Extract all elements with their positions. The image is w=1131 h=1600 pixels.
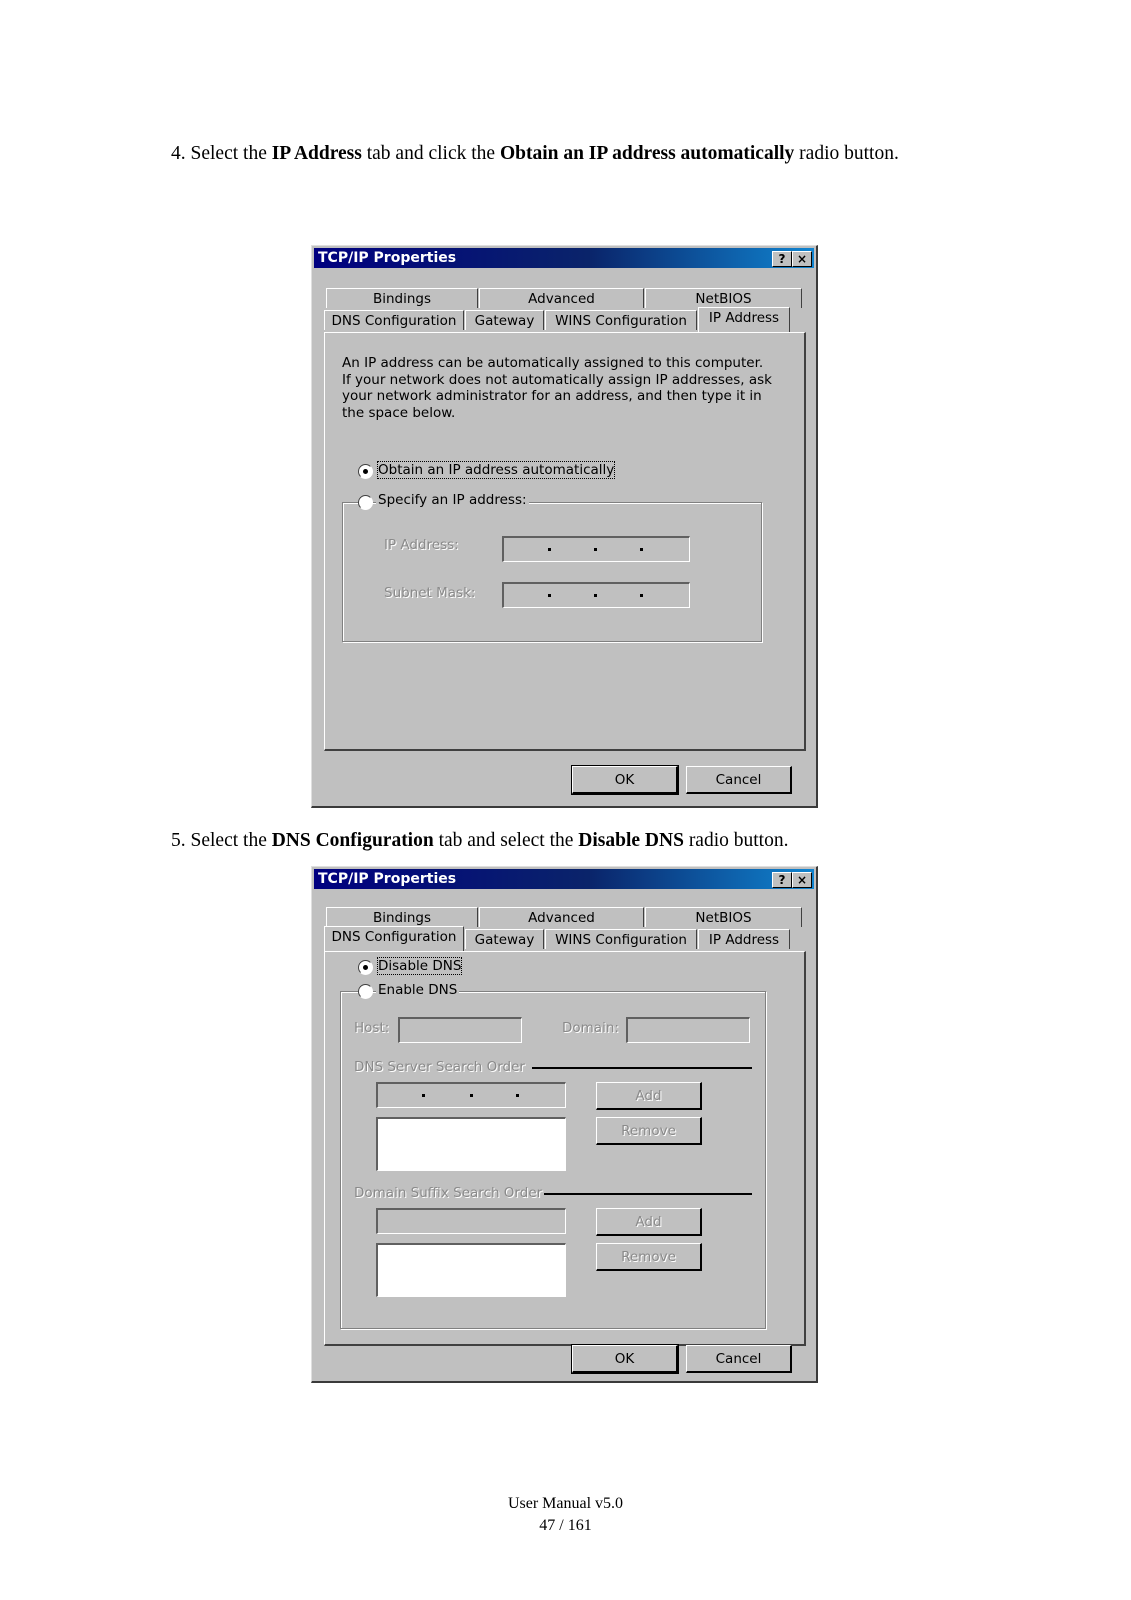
domain-label: Domain: — [562, 1020, 619, 1036]
obtain-ip-auto-radio[interactable] — [358, 464, 373, 479]
specify-ip-group — [342, 502, 762, 642]
help-button[interactable]: ? — [772, 872, 792, 888]
ok-button[interactable]: OK — [572, 766, 678, 794]
enable-dns-label[interactable]: Enable DNS — [378, 982, 458, 998]
tab-advanced[interactable]: Advanced — [479, 907, 644, 927]
step-4-text: 4. Select the IP Address tab and click the Obtain an IP address automatically radio button. — [171, 143, 899, 164]
subnet-mask-label: Subnet Mask: — [384, 585, 476, 601]
domain-suffix-input[interactable] — [376, 1208, 566, 1234]
cancel-button[interactable]: Cancel — [686, 1345, 792, 1373]
tab-row-2 — [324, 310, 804, 332]
title-bar — [314, 248, 814, 268]
domain-input[interactable] — [626, 1017, 750, 1043]
ip-info-text: An IP address can be automatically assigned to this computer. If your network does not automatically assign IP addresses, ask your network administrator for an address, and then type it in the space below. — [342, 355, 772, 421]
add-dns-server-button[interactable]: Add — [596, 1082, 702, 1110]
tab-bindings[interactable]: Bindings — [326, 907, 478, 927]
close-button[interactable]: × — [792, 251, 812, 267]
host-label: Host: — [354, 1020, 390, 1036]
divider — [544, 1193, 752, 1195]
domain-suffix-list[interactable] — [376, 1243, 566, 1297]
tab-row-2 — [324, 929, 804, 951]
tab-bindings[interactable]: Bindings — [326, 288, 478, 308]
enable-dns-radio[interactable] — [358, 984, 373, 999]
tab-wins-configuration[interactable]: WINS Configuration — [545, 310, 697, 330]
subnet-mask-input[interactable] — [502, 582, 690, 608]
tab-advanced[interactable]: Advanced — [479, 288, 644, 308]
dns-server-list[interactable] — [376, 1117, 566, 1171]
remove-domain-suffix-button[interactable]: Remove — [596, 1243, 702, 1271]
dialog-title: TCP/IP Properties — [318, 250, 457, 266]
tab-netbios[interactable]: NetBIOS — [645, 907, 802, 927]
tab-gateway[interactable]: Gateway — [465, 310, 544, 330]
host-input[interactable] — [398, 1017, 522, 1043]
tab-gateway[interactable]: Gateway — [465, 929, 544, 949]
footer-title: User Manual v5.0 — [507, 1495, 624, 1512]
dialog-title: TCP/IP Properties — [318, 871, 457, 887]
ok-button[interactable]: OK — [572, 1345, 678, 1373]
title-bar — [314, 869, 814, 889]
domain-suffix-order-label: Domain Suffix Search Order — [354, 1185, 543, 1201]
dns-server-input[interactable] — [376, 1082, 566, 1108]
tab-dns-configuration[interactable]: DNS Configuration — [324, 310, 464, 330]
disable-dns-radio[interactable] — [358, 960, 373, 975]
disable-dns-label[interactable]: Disable DNS — [378, 958, 462, 974]
page-number: 47 / 161 — [539, 1517, 592, 1534]
tab-netbios[interactable]: NetBIOS — [645, 288, 802, 308]
obtain-ip-auto-label[interactable]: Obtain an IP address automatically — [378, 462, 615, 478]
add-domain-suffix-button[interactable]: Add — [596, 1208, 702, 1236]
step-5-text: 5. Select the DNS Configuration tab and select the Disable DNS radio button. — [171, 830, 789, 851]
tab-ip-address[interactable]: IP Address — [698, 929, 790, 949]
help-button[interactable]: ? — [772, 251, 792, 267]
divider — [532, 1067, 752, 1069]
close-button[interactable]: × — [792, 872, 812, 888]
specify-ip-label[interactable]: Specify an IP address: — [378, 492, 527, 508]
tcpip-properties-dialog-dns — [311, 866, 818, 1383]
cancel-button[interactable]: Cancel — [686, 766, 792, 794]
tcpip-properties-dialog-ip — [311, 245, 818, 808]
ip-address-label: IP Address: — [384, 537, 459, 553]
tab-ip-address[interactable]: IP Address — [698, 307, 790, 332]
specify-ip-radio[interactable] — [358, 495, 373, 510]
remove-dns-server-button[interactable]: Remove — [596, 1117, 702, 1145]
tab-wins-configuration[interactable]: WINS Configuration — [545, 929, 697, 949]
ip-address-input[interactable] — [502, 536, 690, 562]
tab-dns-configuration[interactable]: DNS Configuration — [324, 926, 464, 951]
dns-server-order-label: DNS Server Search Order — [354, 1059, 525, 1075]
